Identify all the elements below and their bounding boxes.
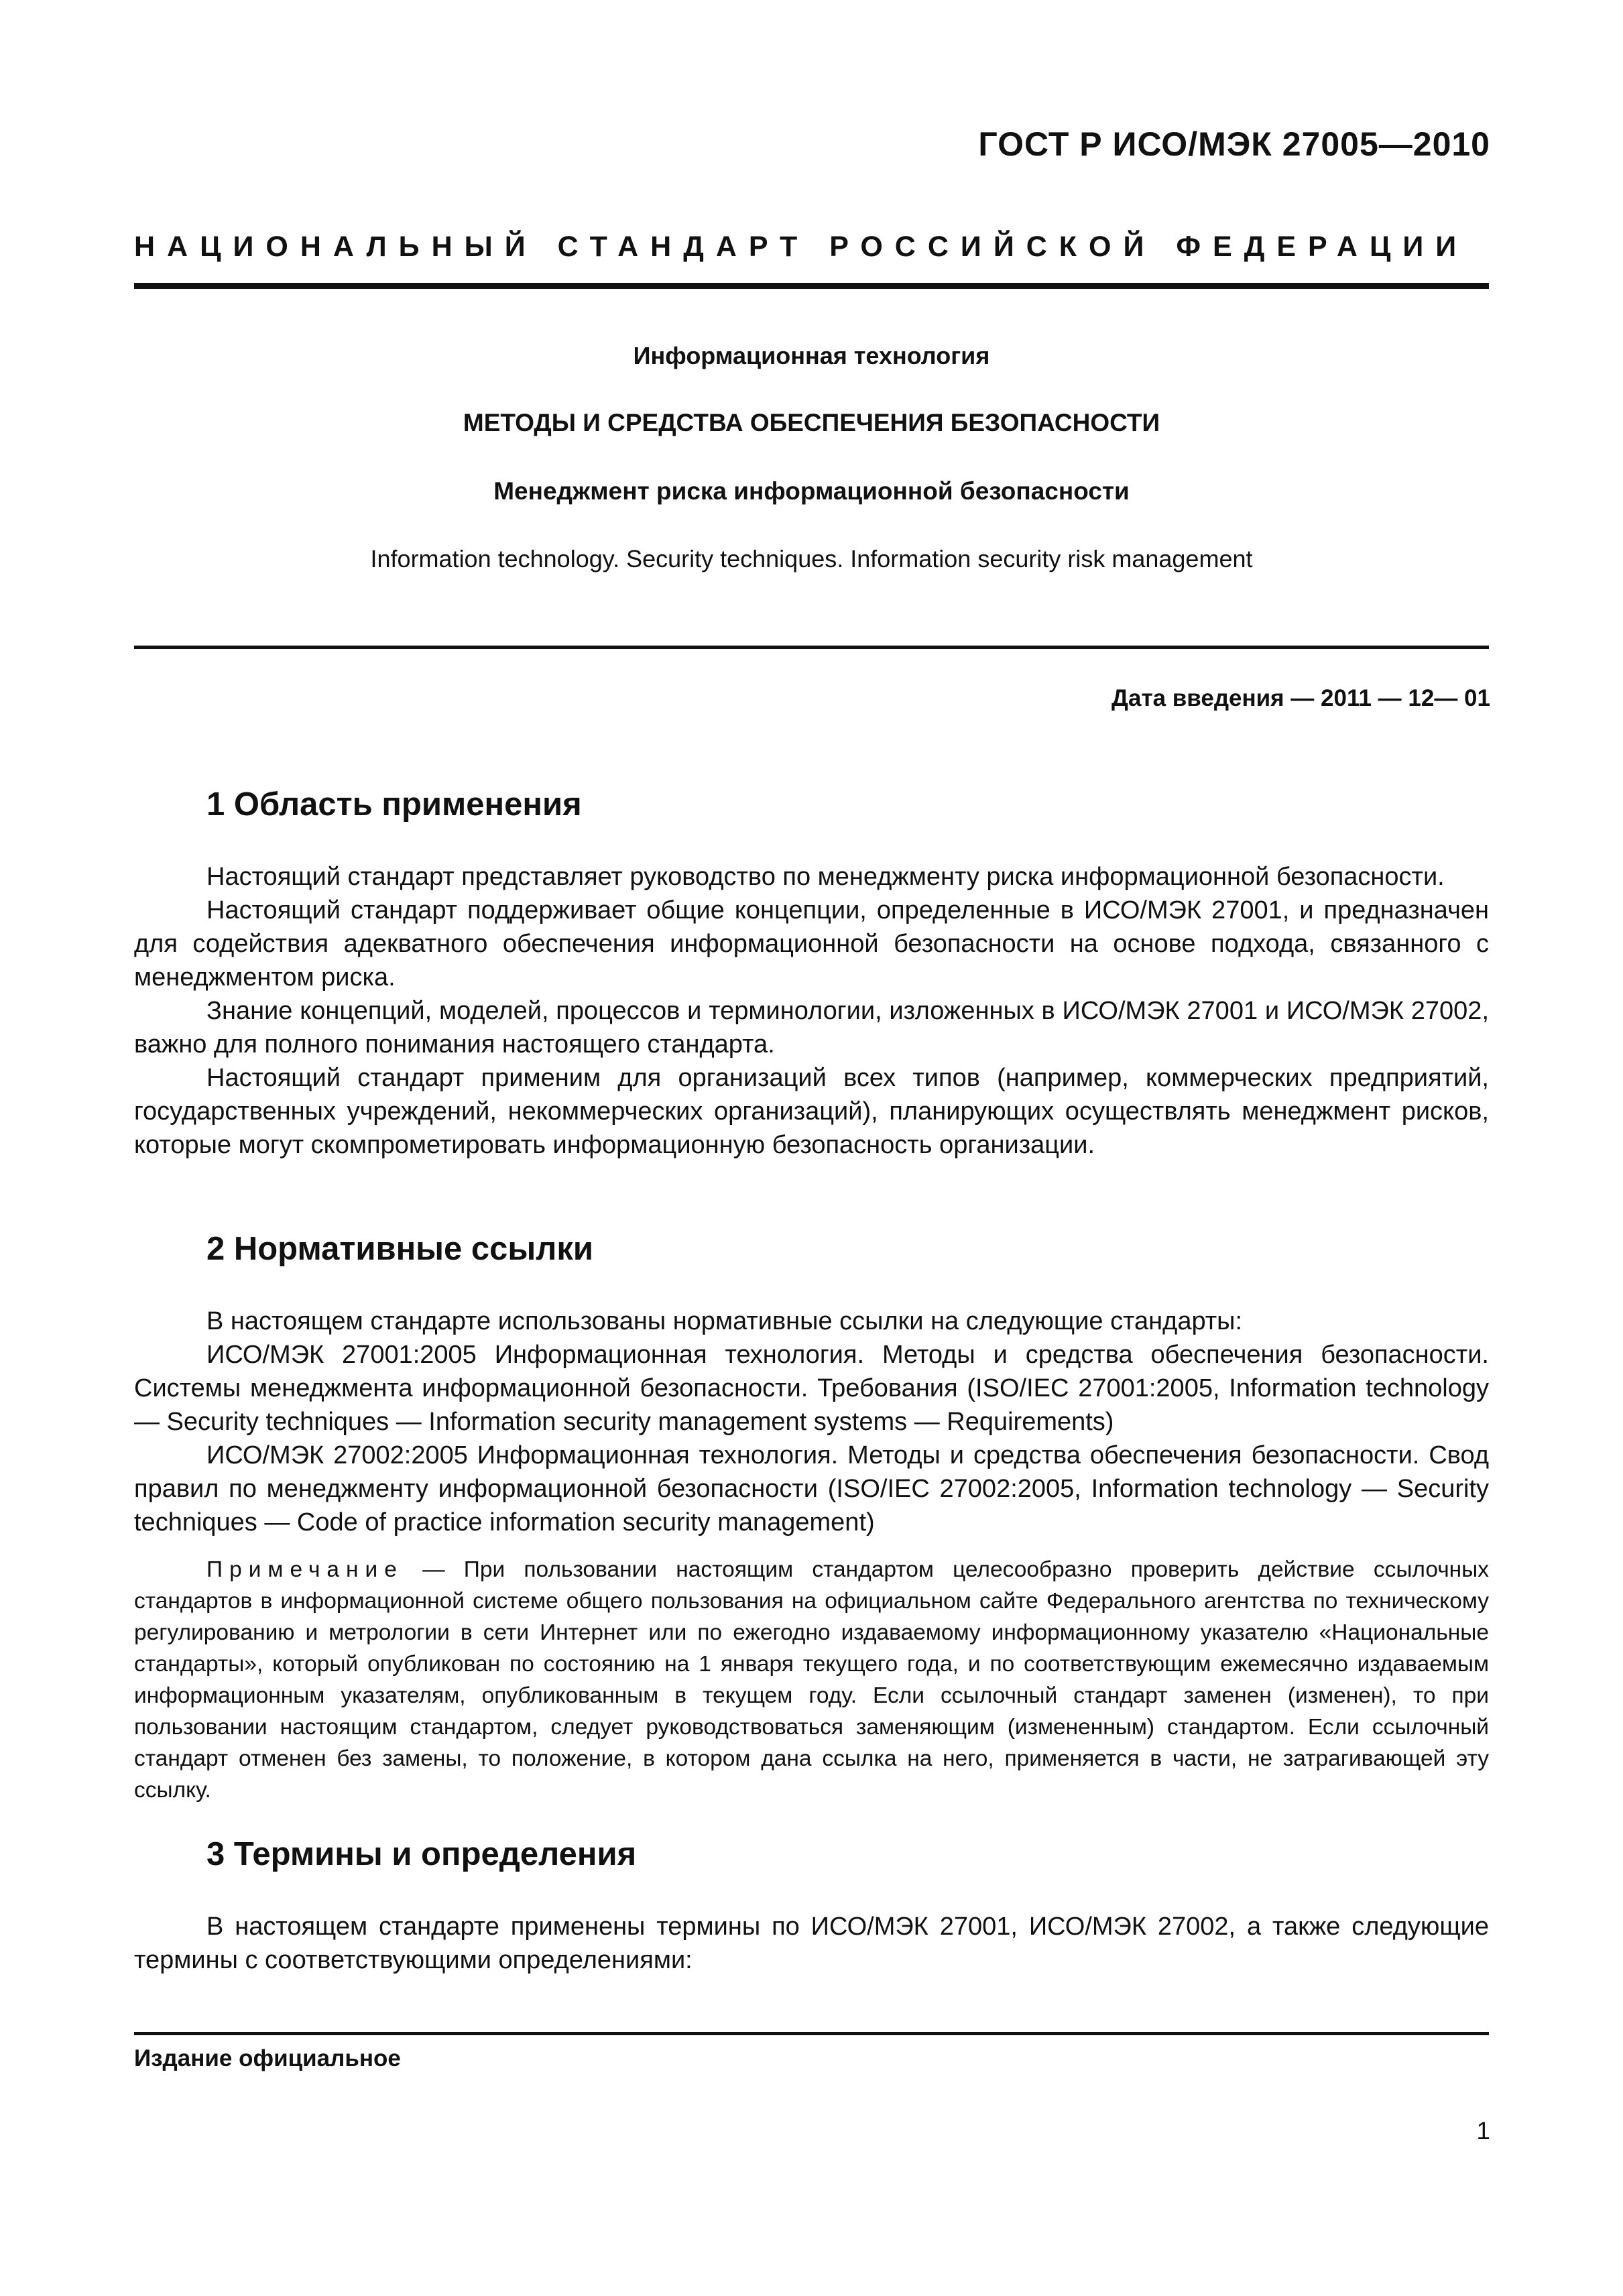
title-line-3: Менеджмент риска информационной безопасности bbox=[493, 477, 1130, 505]
section-3-heading: 3 Термины и определения bbox=[206, 1836, 637, 1872]
note-block bbox=[134, 1554, 1489, 1806]
title-divider bbox=[134, 646, 1489, 649]
paragraph: Настоящий стандарт применим для организаций всех типов (например, коммерческих предприятий, государственных учреждений, некоммерческих организаций), планирующих осуществлять менеджмент рисков, которые могут скомпрометировать информационную безопасность организации. bbox=[134, 1064, 1489, 1159]
title-line-2: МЕТОДЫ И СРЕДСТВА ОБЕСПЕЧЕНИЯ БЕЗОПАСНОСТИ bbox=[463, 409, 1160, 436]
paragraph: ИСО/МЭК 27002:2005 Информационная технология. Методы и средства обеспечения безопасности. Свод правил по менеджменту информационной безопасности (ISO/IEC 27002:2005, Information technology — Security techniques — Code of practice information security management) bbox=[134, 1441, 1489, 1536]
title-english: Information technology. Security techniques. Information security risk management bbox=[370, 545, 1253, 572]
introduction-date: Дата введения — 2011 — 12— 01 bbox=[1111, 685, 1490, 711]
note-text: — При пользовании настоящим стандартом целесообразно проверить действие ссылочных стандартов в информационной системе общего пользования на официальном сайте Федерального агентства по техническому регулированию и метрологии в сети Интернет или по ежегодно издаваемому информационному указателю «Национальные стандарты», который опубликован по состоянию на 1 января текущего года, и по соответствующим ежемесячно издаваемым информационным указателям, опубликованным в текущем году. Если ссылочный стандарт заменен (изменен), то при пользовании настоящим стандартом, следует руководствоваться заменяющим (измененным) стандартом. Если ссылочный стандарт отменен без замены, то положение, в котором дана ссылка на него, применяется в части, не затрагивающей эту ссылку. bbox=[134, 1557, 1489, 1803]
paragraph: Знание концепций, моделей, процессов и терминологии, изложенных в ИСО/МЭК 27001 и ИСО/МЭК 27002, важно для полного понимания настоящего стандарта. bbox=[134, 997, 1489, 1059]
page-number: 1 bbox=[1476, 2117, 1490, 2144]
title-line-1: Информационная технология bbox=[633, 342, 990, 369]
paragraph: В настоящем стандарте применены термины по ИСО/МЭК 27001, ИСО/МЭК 27002, а также следующие термины с соответствующими определениями: bbox=[134, 1913, 1489, 1974]
paragraph: ИСО/МЭК 27001:2005 Информационная технология. Методы и средства обеспечения безопасности. Системы менеджмента информационной безопасности. Требования (ISO/IEC 27001:2005, Information technology — Security techniques — Information security management systems — Requirements) bbox=[134, 1341, 1489, 1436]
section-2-body bbox=[134, 1305, 1489, 1539]
section-3-body bbox=[134, 1910, 1489, 1977]
section-1-heading: 1 Область применения bbox=[206, 786, 582, 823]
paragraph: Настоящий стандарт поддерживает общие концепции, определенные в ИСО/МЭК 27001, и предназначен для содействия адекватного обеспечения информационной безопасности на основе подхода, связанного с менеджментом риска. bbox=[134, 896, 1489, 991]
footer-divider bbox=[134, 2032, 1489, 2035]
gost-code: ГОСТ Р ИСО/МЭК 27005—2010 bbox=[978, 125, 1490, 163]
note-label: Примечание bbox=[206, 1557, 404, 1582]
header-divider bbox=[134, 283, 1489, 289]
edition-label: Издание официальное bbox=[134, 2045, 401, 2071]
section-1-body bbox=[134, 860, 1489, 1162]
paragraph: Настоящий стандарт представляет руководство по менеджменту риска информационной безопасности. bbox=[206, 863, 1445, 891]
national-standard-banner: НАЦИОНАЛЬНЫЙ СТАНДАРТ РОССИЙСКОЙ ФЕДЕРАЦИИ bbox=[134, 231, 1469, 263]
section-2-heading: 2 Нормативные ссылки bbox=[206, 1231, 593, 1267]
paragraph: В настоящем стандарте использованы нормативные ссылки на следующие стандарты: bbox=[206, 1307, 1243, 1335]
